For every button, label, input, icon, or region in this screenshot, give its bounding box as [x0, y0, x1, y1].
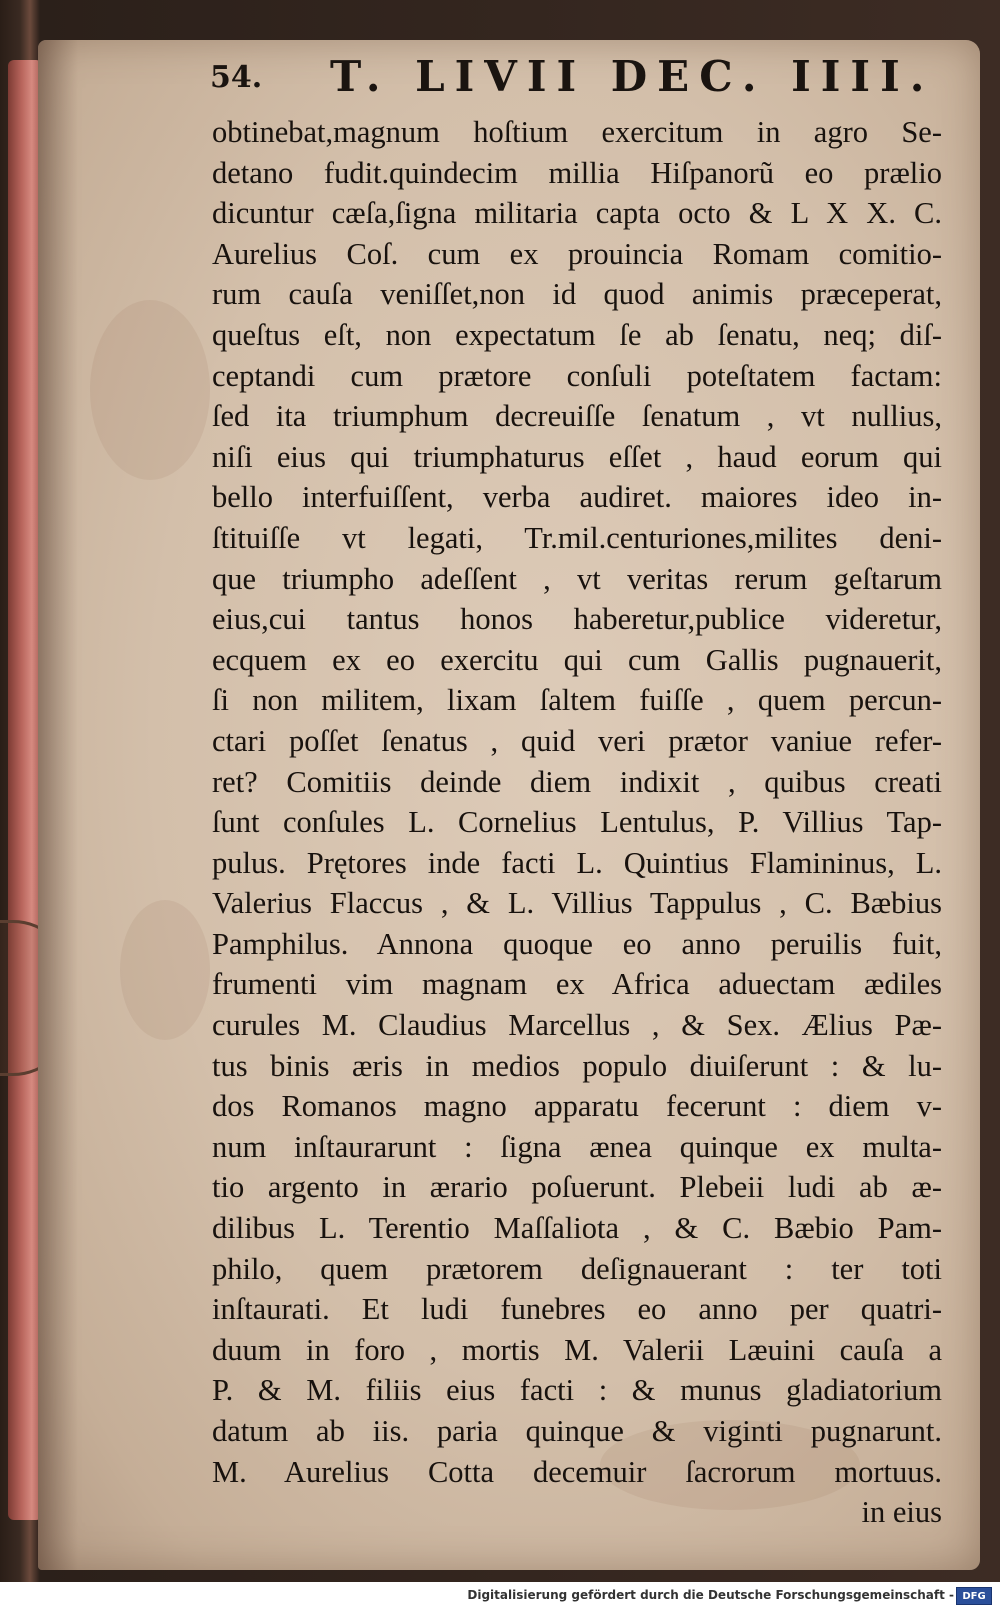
- text-line: tio argento in ærario poſuerunt. Plebeii ludi ab æ-: [212, 1170, 942, 1205]
- page-number: 54.: [210, 60, 263, 95]
- text-line: in eius: [861, 1495, 942, 1530]
- text-line: pulus. Prętores inde facti L. Quintius Flamininus, L.: [212, 845, 942, 880]
- text-line: curules M. Claudius Marcellus , & Sex. Ælius Pæ-: [212, 1008, 942, 1043]
- text-line: ſtituiſſe vt legati, Tr.mil.centuriones,milites deni-: [212, 520, 942, 555]
- text-line: eius,cui tantus honos haberetur,publice videretur,: [212, 602, 942, 637]
- text-line: ſed ita triumphum decreuiſſe ſenatum , vt nullius,: [212, 399, 942, 434]
- dfg-logo: DFG: [956, 1587, 992, 1605]
- text-line: niſi eius qui triumphaturus eſſet , haud eorum qui: [212, 439, 942, 474]
- footer-credit: Digitalisierung gefördert durch die Deutsche Forschungsgemeinschaft -: [467, 1588, 954, 1602]
- text-line: rum cauſa veniſſet,non id quod animis præceperat,: [212, 277, 942, 312]
- text-line: duum in foro , mortis M. Valerii Læuini cauſa a: [212, 1332, 942, 1367]
- text-line: obtinebat,magnum hoſtium exercitum in agro Se-: [212, 115, 942, 149]
- text-line: Valerius Flaccus , & L. Villius Tappulus , C. Bæbius: [212, 886, 942, 921]
- text-line: ctari poſſet ſenatus , quid veri prætor vaniue refer-: [212, 723, 942, 758]
- text-line: Pamphilus. Annona quoque eo anno peruilis fuit,: [212, 926, 942, 961]
- text-line: philo, quem prætorem deſignauerant : ter toti: [212, 1251, 942, 1286]
- page-gutter-shadow: [38, 40, 78, 1570]
- text-line: frumenti vim magnam ex Africa aduectam ædiles: [212, 967, 942, 1002]
- text-line: ſunt conſules L. Cornelius Lentulus, P. Villius Tap-: [212, 805, 942, 840]
- text-line: dilibus L. Terentio Maſſaliota , & C. Bæbio Pam-: [212, 1211, 942, 1246]
- text-line: dicuntur cæſa,ſigna militaria capta octo & L X X. C.: [212, 196, 942, 231]
- text-line: M. Aurelius Cotta decemuir ſacrorum mortuus.: [212, 1454, 942, 1489]
- paper-stain: [120, 900, 210, 1040]
- text-line: tus binis æris in medios populo diuiſerunt : & lu-: [212, 1048, 942, 1083]
- text-line: ſi non militem, lixam ſaltem fuiſſe , quem percun-: [212, 683, 942, 718]
- text-line: queſtus eſt, non expectatum ſe ab ſenatu, neq; diſ-: [212, 317, 942, 352]
- book-cover-edge: [8, 60, 42, 1520]
- text-line: P. & M. filiis eius facti : & munus gladiatorium: [212, 1373, 942, 1408]
- text-line: inſtaurati. Et ludi funebres eo anno per quatri-: [212, 1292, 942, 1327]
- text-line: datum ab iis. paria quinque & viginti pugnarunt.: [212, 1414, 942, 1448]
- text-line: bello interfuiſſent, verba audiret. maiores ideo in-: [212, 480, 942, 515]
- running-head: T. LIVII DEC. IIII.: [330, 52, 935, 101]
- text-line: dos Romanos magno apparatu fecerunt : diem v-: [212, 1089, 942, 1124]
- text-line: ret? Comitiis deinde diem indixit , quibus creati: [212, 764, 942, 799]
- text-line: que triumpho adeſſent , vt veritas rerum geſtarum: [212, 561, 942, 596]
- paper-stain: [90, 300, 210, 480]
- body-text: [212, 112, 942, 1533]
- text-line: detano fudit.quindecim millia Hiſpanorũ eo prælio: [212, 155, 942, 190]
- footer-bar: [0, 1582, 1000, 1610]
- page-header: [210, 42, 950, 102]
- text-line: ecquem ex eo exercitu qui cum Gallis pugnauerit,: [212, 642, 942, 677]
- text-line: Aurelius Coſ. cum ex prouincia Romam comitio-: [212, 236, 942, 271]
- text-line: ceptandi cum prætore conſuli poteſtatem factam:: [212, 358, 942, 393]
- text-line: num inſtaurarunt : ſigna ænea quinque ex multa-: [212, 1129, 942, 1164]
